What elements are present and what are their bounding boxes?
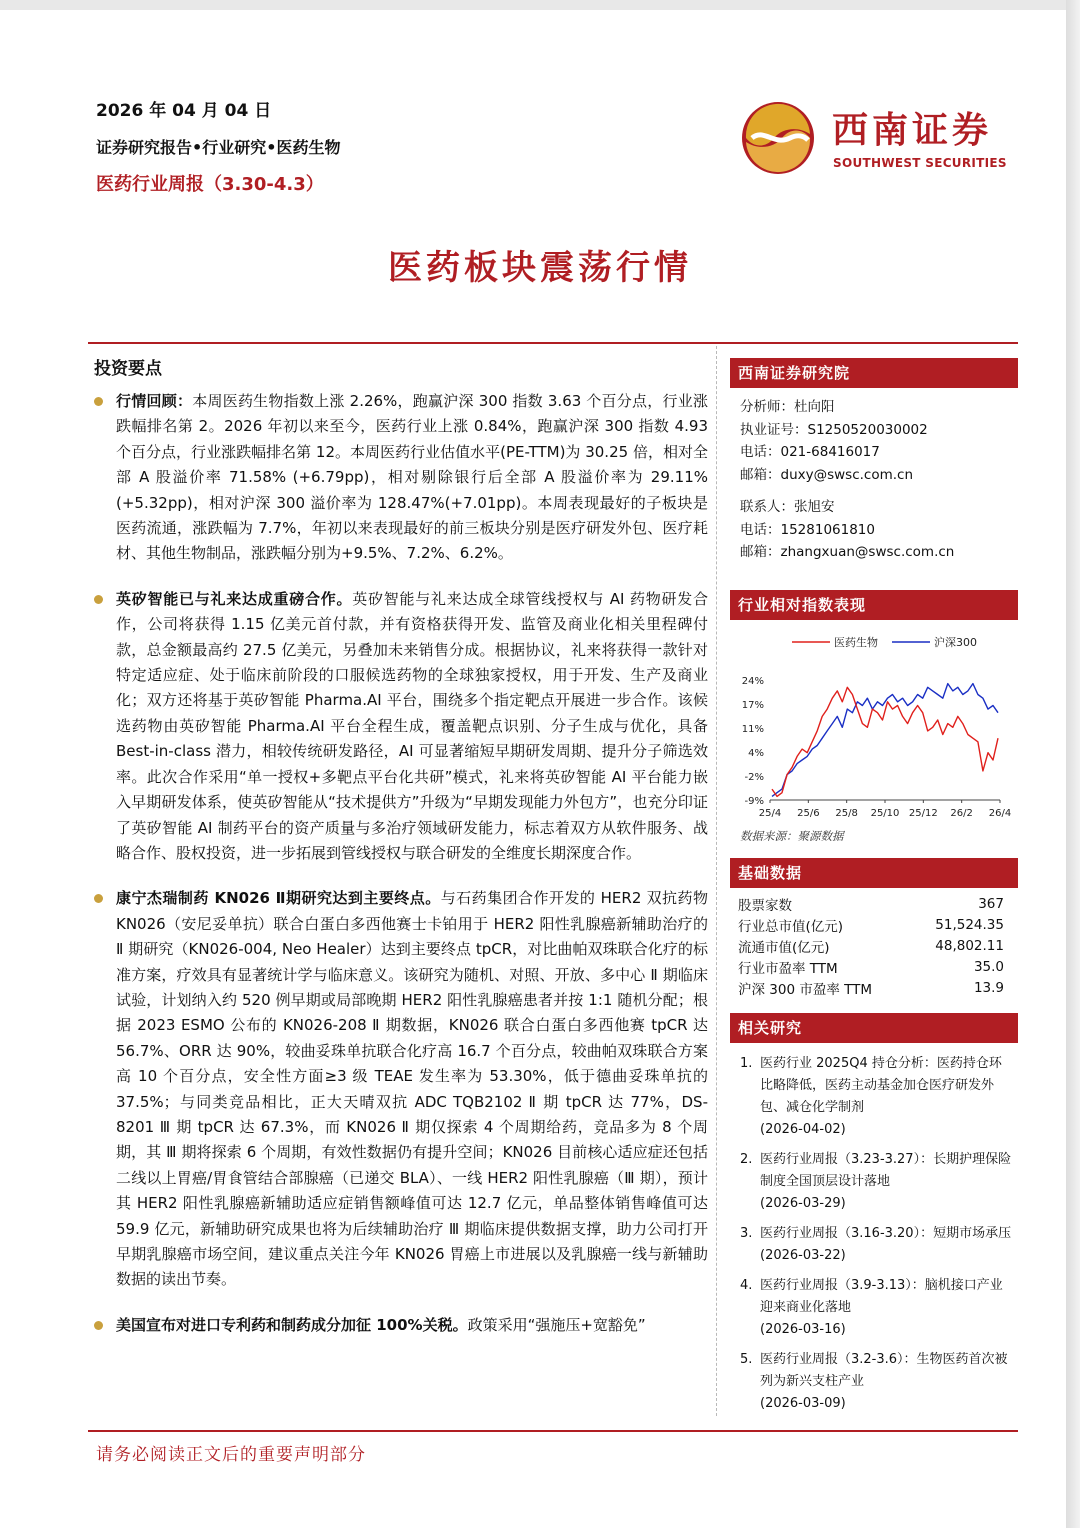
row-value: 51,524.35	[935, 917, 1004, 933]
bullet-lead: 英矽智能已与礼来达成重磅合作。	[116, 589, 353, 608]
related-date: (2026-03-22)	[760, 1247, 846, 1263]
list-item[interactable]: 4. 医药行业周报（3.9-3.13）：脑机接口产业迎来商业化落地 (2026-03-16)	[740, 1277, 1003, 1337]
page-title: 医药板块震荡行情	[388, 248, 692, 288]
contact-name: 联系人：张旭安	[740, 499, 835, 515]
bullet-insilico-lilly	[94, 587, 708, 866]
relative-index-chart	[730, 624, 1018, 824]
table-row	[738, 915, 1010, 936]
disclaimer-note: 请务必阅读正文后的重要声明部分	[96, 1445, 366, 1465]
table-row	[738, 936, 1010, 957]
brand-name-en: SOUTHWEST SECURITIES	[833, 156, 1007, 170]
bullet-kn026	[94, 886, 708, 1293]
analyst-license: 执业证号：S1250520030002	[740, 421, 928, 438]
related-title: 医药行业周报（3.9-3.13）：脑机接口产业迎来商业化落地	[760, 1277, 1003, 1315]
series-line-csi300	[772, 683, 998, 796]
bullet-lead: 康宁杰瑞制药 KN026 Ⅱ期研究达到主要终点。	[116, 889, 441, 908]
related-heading: 相关研究	[730, 1013, 1018, 1043]
table-row	[738, 894, 1010, 915]
bullet-dot-icon	[94, 397, 103, 406]
analyst-info	[730, 388, 1018, 564]
related-date: (2026-04-02)	[760, 1121, 846, 1137]
chart-source: 数据来源：聚源数据	[740, 828, 844, 843]
analyst-phone: 电话：021-68416017	[740, 444, 880, 460]
report-category: 证券研究报告•行业研究•医药生物	[96, 138, 341, 157]
list-item[interactable]: 5. 医药行业周报（3.2-3.6）：生物医药首次被列为新兴支柱产业 (2026-03-09)	[740, 1351, 1008, 1411]
footer-rule	[88, 1430, 1018, 1432]
base-data-section	[730, 858, 1018, 999]
x-tick-label: 26/4	[988, 807, 1012, 819]
list-item[interactable]: 3. 医药行业周报（3.16-3.20）：短期市场承压 (2026-03-22)	[740, 1225, 1012, 1263]
related-research-section	[730, 1013, 1018, 1415]
sidebar	[730, 358, 1018, 1423]
list-item[interactable]: 1. 医药行业 2025Q4 持仓分析：医药持仓环比略降低，医药主动基金加仓医疗研发外包、减仓化学制剂 (2026-04-02)	[740, 1055, 1002, 1137]
list-item[interactable]: 2. 医药行业周报（3.23-3.27）：长期护理保险制度全国顶层设计落地 (2026-03-29)	[740, 1151, 1012, 1211]
column-divider	[716, 346, 717, 1416]
bullet-body: 本周医药生物指数上涨 2.26%，跑赢沪深 300 指数 3.63 个百分点，行业涨跌幅排名第 2。2026 年初以来至今，医药行业上涨 0.84%，跑赢沪深 300 指数 4.93 个百分点，行业涨跌幅排名第 12。本周医药行业估值水平(PE-TTM)为 30.25 倍，相对全部 A 股溢价率 71.58% (+6.79pp)，相对剔除银行后全部 A 股溢价率为 29.11%(+5.32pp)，相对沪深 300 溢价率为 128.47%(+7.01pp)。本周表现最好的子板块是医药流通，涨跌幅为 7.7%，年初以来表现最好的前三板块分别是医疗研发外包、医疗耗材、其他生物制品，涨跌幅分别为+9.5%、7.2%、6.2%。	[116, 392, 708, 563]
row-label: 行业市盈率 TTM	[738, 961, 838, 977]
x-tick-label: 25/4	[758, 807, 782, 819]
legend-label: 医药生物	[834, 635, 878, 649]
row-value: 35.0	[973, 959, 1004, 975]
brand-name-cn: 西南证券	[832, 109, 993, 151]
table-row	[738, 978, 1010, 999]
y-tick-label: 11%	[741, 723, 764, 735]
base-data-heading: 基础数据	[730, 858, 1018, 888]
related-title: 医药行业周报（3.23-3.27）：长期护理保险制度全国顶层设计落地	[760, 1151, 1012, 1189]
bullet-dot-icon	[94, 595, 103, 604]
analyst-name: 分析师：杜向阳	[740, 399, 835, 415]
x-tick-label: 25/12	[908, 807, 938, 819]
contact-phone: 电话：15281061810	[740, 521, 875, 538]
institute-heading: 西南证券研究院	[730, 358, 1018, 388]
table-row	[738, 957, 1010, 978]
y-tick-label: -2%	[744, 771, 764, 783]
bullet-lead: 美国宣布对进口专利药和制药成分加征 100%关税。	[116, 1315, 468, 1334]
row-label: 流通市值(亿元)	[738, 940, 830, 956]
contact-email[interactable]: 邮箱：zhangxuan@swsc.com.cn	[740, 544, 955, 560]
y-tick-label: -9%	[744, 795, 764, 807]
x-tick-label: 25/10	[870, 807, 900, 819]
company-logo	[738, 96, 1008, 180]
related-title: 医药行业周报（3.16-3.20）：短期市场承压	[760, 1225, 1012, 1241]
bullet-body: 政策采用“强施压+宽豁免”	[467, 1315, 646, 1334]
related-date: (2026-03-09)	[760, 1395, 846, 1411]
row-value: 367	[978, 896, 1004, 912]
bullet-market-review	[94, 389, 708, 567]
page-edge	[1066, 0, 1080, 1528]
chart-heading: 行业相对指数表现	[730, 590, 1018, 620]
base-data-table	[738, 894, 1010, 999]
related-title: 医药行业周报（3.2-3.6）：生物医药首次被列为新兴支柱产业	[760, 1351, 1008, 1389]
row-value: 13.9	[973, 980, 1004, 996]
report-header	[96, 96, 340, 196]
row-value: 48,802.11	[935, 938, 1004, 954]
top-stripe	[0, 0, 1080, 10]
investment-highlights	[94, 354, 708, 1338]
y-tick-label: 17%	[741, 699, 764, 711]
report-series: 医药行业周报（3.30-4.3）	[96, 174, 324, 195]
bullet-dot-icon	[94, 894, 103, 903]
x-tick-label: 25/8	[835, 807, 858, 819]
related-date: (2026-03-16)	[760, 1321, 846, 1337]
x-tick-label: 25/6	[797, 807, 820, 819]
related-title: 医药行业 2025Q4 持仓分析：医药持仓环比略降低，医药主动基金加仓医疗研发外包、减仓化学制剂	[760, 1055, 1002, 1115]
index-chart-section	[730, 590, 1018, 844]
header-rule	[88, 342, 1018, 344]
row-label: 沪深 300 市盈率 TTM	[738, 982, 873, 998]
y-tick-label: 4%	[748, 747, 764, 759]
bullet-body: 英矽智能与礼来达成全球管线授权与 AI 药物研发合作，公司将获得 1.15 亿美元首付款，并有资格获得开发、监管及商业化相关里程碑付款，总金额最高约 27.5 亿美元，另叠加未来销售分成。根据协议，礼来将获得一款针对特定适应症、处于临床前阶段的口服候选药物的全球独家授权，用于开发、生产及商业化；双方还将基于英矽智能 Pharma.AI 平台，围绕多个指定靶点开展进一步合作。该候选药物由英矽智能 Pharma.AI 平台全程生成，覆盖靶点识别、分子生成与优化，具备 Best-in-class 潜力，相较传统研发路径，AI 可显著缩短早期研发周期、提升分子筛选效率。此次合作采用“单一授权+多靶点平台化共研”模式，礼来将英矽智能 AI 平台能力嵌入早期研发体系，使英矽智能从“技术提供方”升级为“早期发现能力外包方”，也充分印证了英矽智能 AI 制药平台的资产质量与多治疗领域研发能力，标志着双方从软件服务、战略合作、股权投资，进一步拓展到管线授权与联合研发的全维度长期深度合作。	[116, 589, 708, 862]
row-label: 行业总市值(亿元)	[738, 919, 844, 935]
report-date: 2026 年 04 月 04 日	[96, 101, 272, 121]
x-tick-label: 26/2	[950, 807, 973, 819]
related-list	[730, 1043, 1018, 1415]
y-tick-label: 24%	[741, 675, 764, 687]
bullet-lead: 行情回顾：	[116, 392, 193, 410]
analyst-email[interactable]: 邮箱：duxy@swsc.com.cn	[740, 466, 914, 483]
related-date: (2026-03-29)	[760, 1195, 846, 1211]
bullet-body: 与石药集团合作开发的 HER2 双抗药物 KN026（安尼妥单抗）联合白蛋白多西他赛士卡铂用于 HER2 阳性乳腺癌新辅助治疗的 Ⅱ 期研究（KN026-004, Neo Healer）达到主要终点 tpCR，对比曲帕双珠联合化疗的标准方案，疗效具有显著统计学与临床意义。该研究为随机、对照、开放、多中心 Ⅱ 期临床试验，计划纳入约 520 例早期或局部晚期 HER2 阳性乳腺癌患者并按 1:1 随机分配；根据 2023 ESMO 公布的 KN026-208 Ⅱ 期数据，KN026 联合白蛋白多西他赛 tpCR 达 56.7%、ORR 达 90%，较曲妥珠单抗联合化疗高 16.7 个百分点，较曲帕双珠联合方案高 10 个百分点，安全性方面≥3 级 TEAE 发生率为 53.30%，低于德曲妥珠单抗的 37.5%；与同类竞品相比，正大天晴双抗 ADC TQB2102 Ⅱ 期 tpCR 达 77%，DS-8201 Ⅲ 期 tpCR 达 67.3%，而 KN026 Ⅱ 期仅探索 4 个周期给药，竞品多为 8 个周期，其 Ⅲ 期将探索 6 个周期，有效性数据仍有提升空间；KN026 目前核心适应症还包括二线以上胃癌/胃食管结合部腺癌（已递交 BLA）、一线 HER2 阳性乳腺癌（Ⅲ 期），预计其 HER2 阳性乳腺癌新辅助适应症销售额峰值可达 12.7 亿元，单品整体销售峰值可达 59.9 亿元，新辅助研究成果也将为后续辅助治疗 Ⅲ 期临床提供数据支撑，助力公司打开早期乳腺癌市场空间，建议重点关注今年 KN026 胃癌上市进展以及乳腺癌一线与新辅助数据的读出节奏。	[116, 889, 708, 1289]
swsc-logo-icon	[738, 98, 818, 178]
series-line-pharma	[772, 687, 998, 796]
legend-label: 沪深300	[934, 635, 977, 649]
section-heading: 投资要点	[94, 359, 162, 379]
row-label: 股票家数	[738, 898, 792, 914]
bullet-us-tariff	[94, 1313, 708, 1338]
bullet-dot-icon	[94, 1321, 103, 1330]
